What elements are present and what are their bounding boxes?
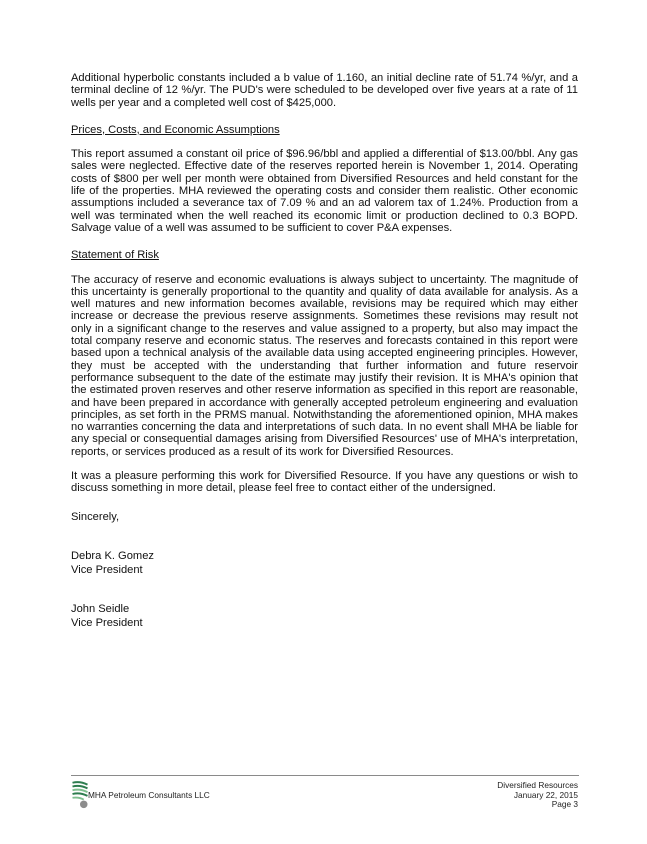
paragraph-statement-of-risk: The accuracy of reserve and economic evaluations is always subject to uncertainty. The magnitude of this uncertainty is generally proportional to the quantity and quality of data available for analysis. As a well matures and new information becomes available, revisions may be required which may either increase or decrease the previous reserve assignments. Sometimes these revisions may result not only in a significant change to the reserves and value assigned to a property, but also may impact the total company reserve and economic status. The reserves and forecasts contained in this report were based upon a technical analysis of the available data using accepted engineering principles. However, they must be accepted with the understanding that further information and future reservoir performance subsequent to the date of the estimate may justify their revision. It is MHA's opinion that the estimated proven reserves and other reserve information as specified in this report are reasonable, and have been prepared in accordance with generally accepted petroleum engineering and evaluation principles, as set forth in the PRMS manual. Notwithstanding the aforementioned opinion, MHA makes no warranties concerning the data and interpretations of such data. In no event shall MHA be liable for any special or consequential damages arising from Diversified Resources' use of MHA's interpretation, reports, or services produced as a result of its work for Diversified Resources.: [71, 273, 578, 458]
heading-statement-of-risk: Statement of Risk: [71, 249, 159, 262]
footer-client: Diversified Resources: [497, 780, 578, 790]
footer-date: January 22, 2015: [513, 789, 578, 800]
footer-meta: [440, 781, 578, 810]
signer-title: Vice President: [71, 563, 143, 576]
paragraph-prices-costs: This report assumed a constant oil price of $96.96/bbl and applied a differential of $13.00/bbl. Any gas sales were neglected. Effective date of the reserves reported herein is November 1, 2014. Operating costs of $800 per well per month were obtained from Diversified Resources and held constant for the life of the properties. MHA reviewed the operating costs and consider them realistic. Other economic assumptions included a severance tax of 7.09 % and an ad valorem tax of 1.24%. Production from a well was terminated when the well reached its economic limit or production declined to 0.3 BOPD. Salvage value of a well was assumed to be sufficient to cover P&A expenses.: [71, 148, 578, 234]
paragraph-closing-remarks: It was a pleasure performing this work for Diversified Resource. If you have any questions or wish to discuss something in more detail, please feel free to contact either of the undersigned.: [71, 470, 578, 495]
paragraph-hyperbolic-constants: Additional hyperbolic constants included a b value of 1.160, an initial decline rate of 51.74 %/yr, and a terminal decline of 12 %/yr. The PUD's were scheduled to be developed over five years at a rate of 11 wells per year and a completed well cost of $425,000.: [71, 72, 578, 109]
footer-divider: [71, 775, 579, 776]
heading-prices-costs: Prices, Costs, and Economic Assumptions: [71, 123, 280, 136]
signer-name: John Seidle: [71, 603, 130, 616]
letter-body: [71, 72, 578, 630]
signer-name: Debra K. Gomez: [71, 550, 154, 563]
mha-logo-icon: [70, 779, 90, 809]
signature-block-2: [71, 603, 578, 630]
signature-block-1: [71, 550, 578, 577]
footer-page-number: Page 3: [551, 799, 578, 810]
footer-company-name: MHA Petroleum Consultants LLC: [88, 790, 210, 800]
closing-salutation: Sincerely,: [71, 510, 120, 523]
signer-title: Vice President: [71, 616, 143, 629]
